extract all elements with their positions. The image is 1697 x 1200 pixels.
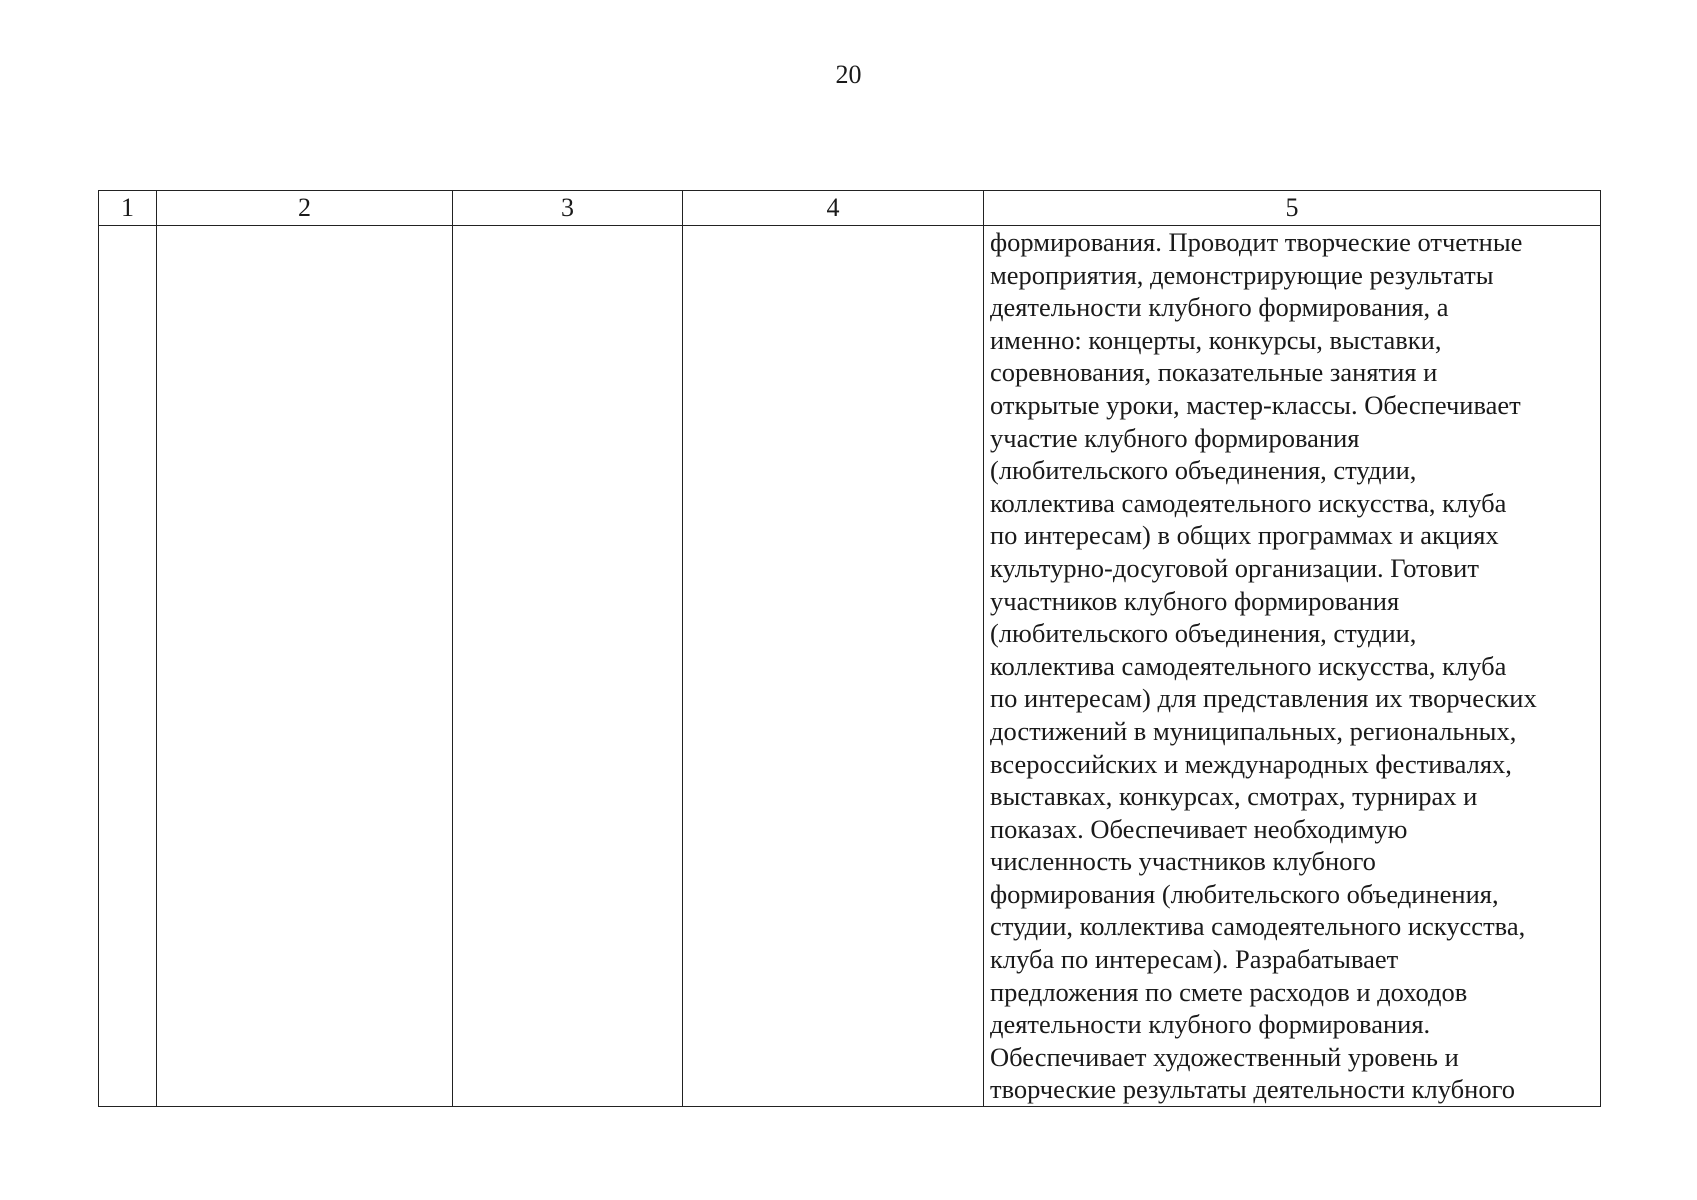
text-line: выставках, конкурсах, смотрах, турнирах и [990, 781, 1478, 812]
cell-col-5 [984, 226, 1601, 1107]
text-line: формирования (любительского объединения, [990, 878, 1499, 909]
text-line: по интересам) для представления их творческих [990, 683, 1537, 714]
text-line: коллектива самодеятельного искусства, клуба [990, 487, 1507, 518]
text-line: соревнования, показательные занятия и [990, 357, 1438, 388]
cell-col-4 [683, 226, 984, 1107]
text-line: по интересам) в общих программах и акциях [990, 520, 1499, 551]
cell-col-1 [99, 226, 157, 1107]
text-line: коллектива самодеятельного искусства, клуба [990, 650, 1507, 681]
text-line: достижений в муниципальных, региональных, [990, 715, 1517, 746]
text-line: показах. Обеспечивает необходимую [990, 813, 1408, 844]
text-line: численность участников клубного [990, 846, 1376, 877]
text-line: открытые уроки, мастер-классы. Обеспечивает [990, 389, 1521, 420]
column-header-3: 3 [453, 191, 683, 226]
text-line: студии, коллектива самодеятельного искусства, [990, 911, 1526, 942]
column-header-1: 1 [99, 191, 157, 226]
text-line: клуба по интересам). Разрабатывает [990, 944, 1399, 975]
text-line: деятельности клубного формирования. [990, 1009, 1431, 1040]
text-line: участие клубного формирования [990, 422, 1360, 453]
table-header-row [99, 191, 1601, 226]
text-line: формирования. Проводит творческие отчетные [990, 227, 1523, 257]
document-table [98, 190, 1601, 1107]
text-line: именно: концерты, конкурсы, выставки, [990, 324, 1442, 355]
column-header-5: 5 [984, 191, 1601, 226]
column-header-4: 4 [683, 191, 984, 226]
text-line: мероприятия, демонстрирующие результаты [990, 259, 1494, 290]
text-line: предложения по смете расходов и доходов [990, 976, 1468, 1007]
page-number: 20 [835, 60, 862, 89]
text-line: (любительского объединения, студии, [990, 618, 1417, 649]
text-line: творческие результаты деятельности клубного [990, 1074, 1516, 1105]
cell-col-3 [453, 226, 683, 1107]
text-line: Обеспечивает художественный уровень и [990, 1041, 1459, 1072]
text-line: всероссийских и международных фестивалях, [990, 748, 1512, 779]
text-line: (любительского объединения, студии, [990, 455, 1417, 486]
text-line: культурно-досуговой организации. Готовит [990, 552, 1479, 583]
cell-col-5-text [984, 226, 1600, 1106]
text-line: участников клубного формирования [990, 585, 1400, 616]
cell-col-2 [157, 226, 453, 1107]
table-row [99, 226, 1601, 1107]
column-header-2: 2 [157, 191, 453, 226]
text-line: деятельности клубного формирования, а [990, 292, 1449, 323]
